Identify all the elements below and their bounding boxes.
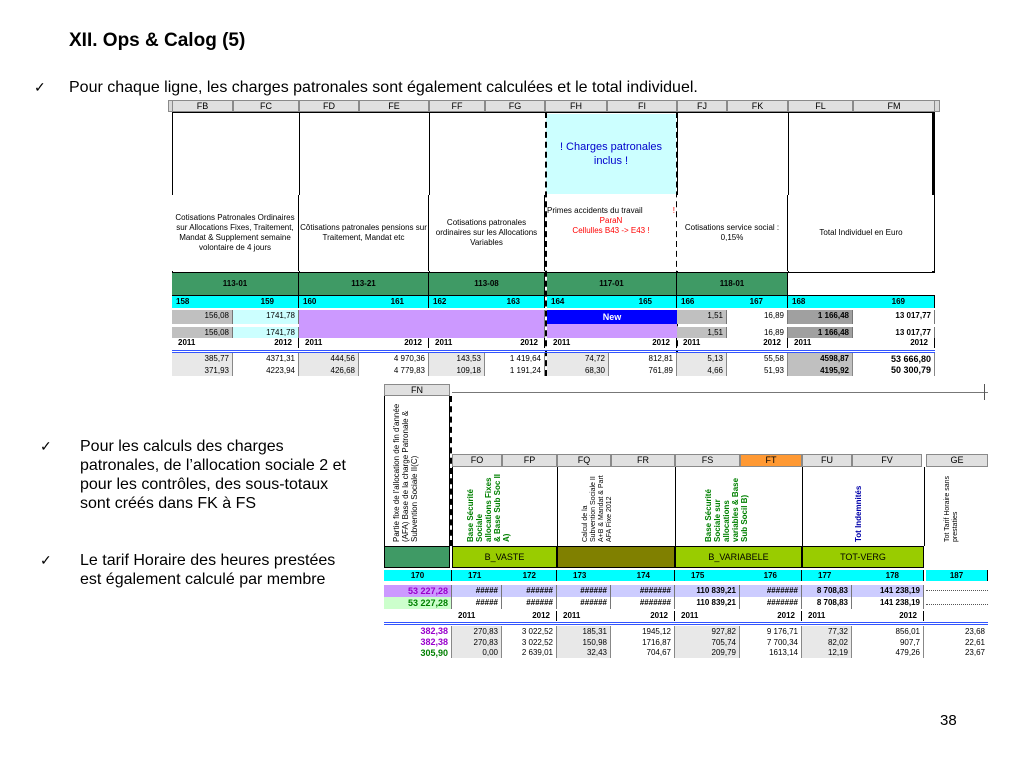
table-cell[interactable]: 426,68 (299, 365, 359, 376)
table-cell[interactable]: 5,13 (677, 353, 727, 365)
year-row: 2011 2012 (172, 338, 299, 348)
col-header[interactable]: FR (611, 454, 675, 467)
cell-fu[interactable]: 8 708,83 (802, 597, 852, 609)
column-number: 187 (926, 570, 988, 581)
column-number: 164 165 (547, 296, 677, 308)
cell-ft[interactable]: ####### (740, 597, 802, 609)
table-cell[interactable]: 1716,87 (611, 637, 675, 648)
checkmark-icon: ✓ (34, 79, 46, 95)
group-b-vaste: B_VASTE (452, 546, 557, 568)
cell-fu[interactable]: 8 708,83 (802, 585, 852, 597)
slide-title: XII. Ops & Calog (5) (69, 30, 246, 51)
table-cell[interactable]: 23,68 (964, 627, 985, 636)
col-header[interactable]: FL (788, 100, 853, 112)
cell-fs[interactable]: 110 839,21 (675, 597, 740, 609)
cell-fc[interactable]: 1741,78 (233, 310, 299, 324)
table-cell[interactable]: 74,72 (547, 353, 609, 365)
column-number: 162 163 (429, 296, 545, 308)
cell-fs[interactable]: 110 839,21 (675, 585, 740, 597)
divider (675, 467, 676, 546)
year-row: 2011 2012 (802, 611, 924, 621)
code-cell: 113-01 (172, 272, 299, 296)
table-cell[interactable]: 209,79 (675, 648, 740, 658)
col-header[interactable]: FS (675, 454, 740, 467)
col-header-fn[interactable]: FN (384, 384, 450, 396)
col-header[interactable]: FQ (557, 454, 611, 467)
cell-fq[interactable]: ###### (557, 585, 611, 597)
cell-fp[interactable]: ###### (502, 585, 557, 597)
checkmark-icon: ✓ (40, 552, 52, 568)
cell-fr[interactable]: ####### (611, 585, 675, 597)
table-cell[interactable]: 479,26 (852, 648, 924, 658)
desc-pensions: Côtisations patronales pensions sur Traitement, Mandat etc (299, 195, 429, 271)
dotted-line (926, 604, 988, 605)
table-cell[interactable]: 4 779,83 (359, 365, 429, 376)
cell-fm[interactable]: 13 017,77 (853, 310, 935, 324)
year-row: 2011 2012 (557, 611, 675, 621)
divider (984, 384, 985, 400)
table-cell[interactable]: 907,7 (852, 637, 924, 648)
upper-area (452, 392, 988, 454)
cell-fj[interactable]: 1,51 (677, 327, 727, 338)
table-cell[interactable]: 23,67 (964, 648, 985, 657)
column-number: 160 161 (299, 296, 429, 308)
column-number: 170 (384, 570, 452, 581)
column-number: 171 172 (452, 570, 557, 581)
table-cell[interactable]: 4371,31 (233, 353, 299, 365)
cell-fq[interactable]: ###### (557, 597, 611, 609)
cell-fp[interactable]: ###### (502, 597, 557, 609)
table-cell[interactable]: 704,67 (611, 648, 675, 658)
code-cell: 113-08 (429, 272, 545, 296)
code-cell: 117-01 (547, 272, 677, 296)
primes-red2: Cellulles B43 -> E43 ! (572, 226, 650, 235)
cell-fj[interactable]: 1,51 (677, 310, 727, 324)
group-tot-verg: TOT-VERG (802, 546, 924, 568)
table-cell[interactable]: 68,30 (547, 365, 609, 376)
table-cell[interactable]: 12,19 (802, 648, 852, 658)
table-cell[interactable]: 4195,92 (788, 365, 853, 376)
table-cell[interactable]: 3 022,52 (502, 626, 557, 637)
table-cell[interactable]: 812,81 (609, 353, 677, 365)
table-cell[interactable]: 2 639,01 (502, 648, 557, 658)
cell-fk[interactable]: 16,89 (727, 327, 788, 338)
year-row: 2011 2012 (299, 338, 429, 348)
table-cell[interactable]: 270,83 (452, 637, 502, 648)
col-header[interactable]: FE (359, 100, 429, 112)
cell-fl[interactable]: 1 166,48 (788, 310, 853, 324)
table-cell[interactable]: 382,38 (384, 626, 452, 637)
col-header[interactable]: FP (502, 454, 557, 467)
table-cell[interactable]: 3 022,52 (502, 637, 557, 648)
col-header[interactable]: FD (299, 100, 359, 112)
desc-total: Total Individuel en Euro (788, 195, 935, 271)
table-cell[interactable]: 0,00 (452, 648, 502, 658)
year-row: 2011 2012 (452, 611, 557, 621)
table-cell[interactable]: 185,31 (557, 626, 611, 637)
col-header[interactable]: FB (172, 100, 233, 112)
col-header[interactable]: FG (485, 100, 545, 112)
group-b-variabele: B_VARIABELE (675, 546, 802, 568)
year-row: 2011 2012 (429, 338, 545, 348)
table-cell[interactable]: 50 300,79 (853, 365, 935, 376)
desc-service-social: Cotisations service social : 0,15% (677, 195, 788, 271)
table-cell[interactable]: 7 700,34 (740, 637, 802, 648)
cell-fb[interactable]: 156,08 (172, 310, 233, 324)
table-cell[interactable]: 1 191,24 (485, 365, 545, 376)
table-cell[interactable]: 385,77 (172, 353, 233, 365)
table-cell[interactable]: 444,56 (299, 353, 359, 365)
year-row: 2011 2012 (547, 338, 677, 348)
code-cell-empty (788, 272, 935, 296)
cell-fn[interactable]: 53 227,28 (384, 597, 452, 609)
divider (557, 467, 558, 546)
col-header[interactable]: FH (545, 100, 607, 112)
bullet-text: Le tarif Horaire des heures prestées est également calculé par membre (80, 552, 336, 588)
cell-fm[interactable]: 13 017,77 (853, 327, 935, 338)
cell-fn[interactable]: 53 227,28 (384, 585, 452, 597)
charges-note: ! Charges patronales inclus ! (546, 114, 676, 194)
col-header[interactable]: FV (852, 454, 922, 467)
col-header[interactable]: FF (429, 100, 485, 112)
table-cell[interactable]: 143,53 (429, 353, 485, 365)
cell-fl[interactable]: 1 166,48 (788, 327, 853, 338)
table-cell[interactable]: 761,89 (609, 365, 677, 376)
divider (924, 467, 925, 546)
spreadsheet-bottom (384, 384, 988, 658)
divider (802, 467, 803, 546)
table-cell[interactable]: 1 419,64 (485, 353, 545, 365)
col-header[interactable]: FU (802, 454, 852, 467)
year-row: 2011 2012 (677, 338, 788, 348)
dotted-line (926, 590, 988, 591)
page-number: 38 (940, 712, 957, 729)
table-cell[interactable]: 270,83 (452, 626, 502, 637)
cell-fo[interactable]: ##### (452, 585, 502, 597)
year-row: 2011 2012 (788, 338, 935, 348)
table-cell[interactable]: 109,18 (429, 365, 485, 376)
col-header[interactable]: FM (853, 100, 935, 112)
cell-fv[interactable]: 141 238,19 (852, 585, 924, 597)
desc-variables: Cotisations patronales ordinaires sur les Allocations Variables (429, 195, 545, 271)
table-cell[interactable]: 856,01 (852, 626, 924, 637)
table-cell[interactable]: 9 176,71 (740, 626, 802, 637)
code-cell: 113-21 (299, 272, 429, 296)
new-badge: New (547, 310, 677, 324)
v-label-base-fixes: Base Sécurité Sociale allocations Fixes & Base Sub Soc II A) (466, 473, 511, 542)
col-header[interactable]: FC (233, 100, 299, 112)
table-cell[interactable]: 4598,87 (788, 353, 853, 365)
v-label-base-variables: Base Sécurité Sociale sur allocations variables & Base Sub Socil B) (704, 477, 749, 542)
cell-fr[interactable]: ####### (611, 597, 675, 609)
table-cell[interactable]: 4,66 (677, 365, 727, 376)
col-header[interactable]: FK (727, 100, 788, 112)
year-row: 2011 2012 (675, 611, 802, 621)
cell-fb[interactable]: 156,08 (172, 327, 233, 338)
group-fn (384, 546, 450, 568)
col-header[interactable]: FJ (677, 100, 727, 112)
v-label-tarif-horaire: Tot Tarif Horaire sans prestaties (944, 475, 959, 542)
table-cell[interactable]: 4 970,36 (359, 353, 429, 365)
table-cell[interactable]: 77,32 (802, 626, 852, 637)
table-cell[interactable]: 51,93 (727, 365, 788, 376)
col-header[interactable]: FI (607, 100, 677, 112)
table-cell[interactable]: 705,74 (675, 637, 740, 648)
table-cell[interactable]: 305,90 (384, 648, 452, 658)
col-header[interactable]: GE (926, 454, 988, 467)
cell-fo[interactable]: ##### (452, 597, 502, 609)
column-number: 175 176 (675, 570, 802, 581)
table-cell[interactable]: 1945,12 (611, 626, 675, 637)
purple-block (299, 310, 545, 338)
cell-fk[interactable]: 16,89 (727, 310, 788, 324)
group-olive (557, 546, 675, 568)
bullet-text: Pour chaque ligne, les charges patronales sont également calculées et le total individuel. (69, 79, 698, 96)
primes-text: Primes accidents du travail (547, 206, 643, 215)
code-cell: 118-01 (677, 272, 788, 296)
spreadsheet-top (168, 100, 940, 376)
checkmark-icon: ✓ (40, 438, 52, 454)
table-cell[interactable]: 22,61 (964, 638, 985, 647)
column-number: 166 167 (677, 296, 788, 308)
primes-red1: ParaN (599, 216, 623, 225)
cell-ft[interactable]: ####### (740, 585, 802, 597)
table-cell[interactable]: 53 666,80 (853, 353, 935, 365)
table-cell[interactable]: 150,98 (557, 637, 611, 648)
column-number: 168 169 (788, 296, 935, 308)
table-cell[interactable]: 55,58 (727, 353, 788, 365)
v-label-subvention: Calcul de la Subvention Sociale II A+B & Mandat & Part AFA Fixe 2012 (582, 475, 613, 542)
purple-block (547, 324, 677, 338)
table-cell[interactable]: 382,38 (384, 637, 452, 648)
desc-cotisations-fixes: Cotisations Patronales Ordinaires sur Allocations Fixes, Traitement, Mandat & Supplement semaine volontaire de 4 jours (172, 195, 299, 271)
primes-excl: ! (672, 206, 675, 215)
desc-primes (547, 206, 675, 266)
column-number: 177 178 (802, 570, 924, 581)
bullet-text: Pour les calculs des charges patronales, de l’allocation sociale 2 et pour les contrôles, des sous-totaux sont créés dans FK à FS (80, 438, 346, 512)
column-number: 173 174 (557, 570, 675, 581)
table-cell[interactable]: 927,82 (675, 626, 740, 637)
fn-vertical-label: Partie fixe de l'allocation de fin d'année (AFA) Base de la charge Patronale & Subvention Sociale II(C) (392, 403, 419, 542)
table-cell[interactable]: 371,93 (172, 365, 233, 376)
table-cell[interactable]: 32,43 (557, 648, 611, 658)
col-header[interactable]: FO (452, 454, 502, 467)
table-cell[interactable]: 82,02 (802, 637, 852, 648)
col-header[interactable]: FT (740, 454, 802, 467)
table-cell[interactable]: 1613,14 (740, 648, 802, 658)
column-number: 158 159 (172, 296, 299, 308)
v-label-tot-indemnites: Tot Indemnités (854, 485, 863, 542)
table-cell[interactable]: 4223,94 (233, 365, 299, 376)
cell-fc[interactable]: 1741,78 (233, 327, 299, 338)
cell-fv[interactable]: 141 238,19 (852, 597, 924, 609)
double-rule (384, 622, 988, 625)
